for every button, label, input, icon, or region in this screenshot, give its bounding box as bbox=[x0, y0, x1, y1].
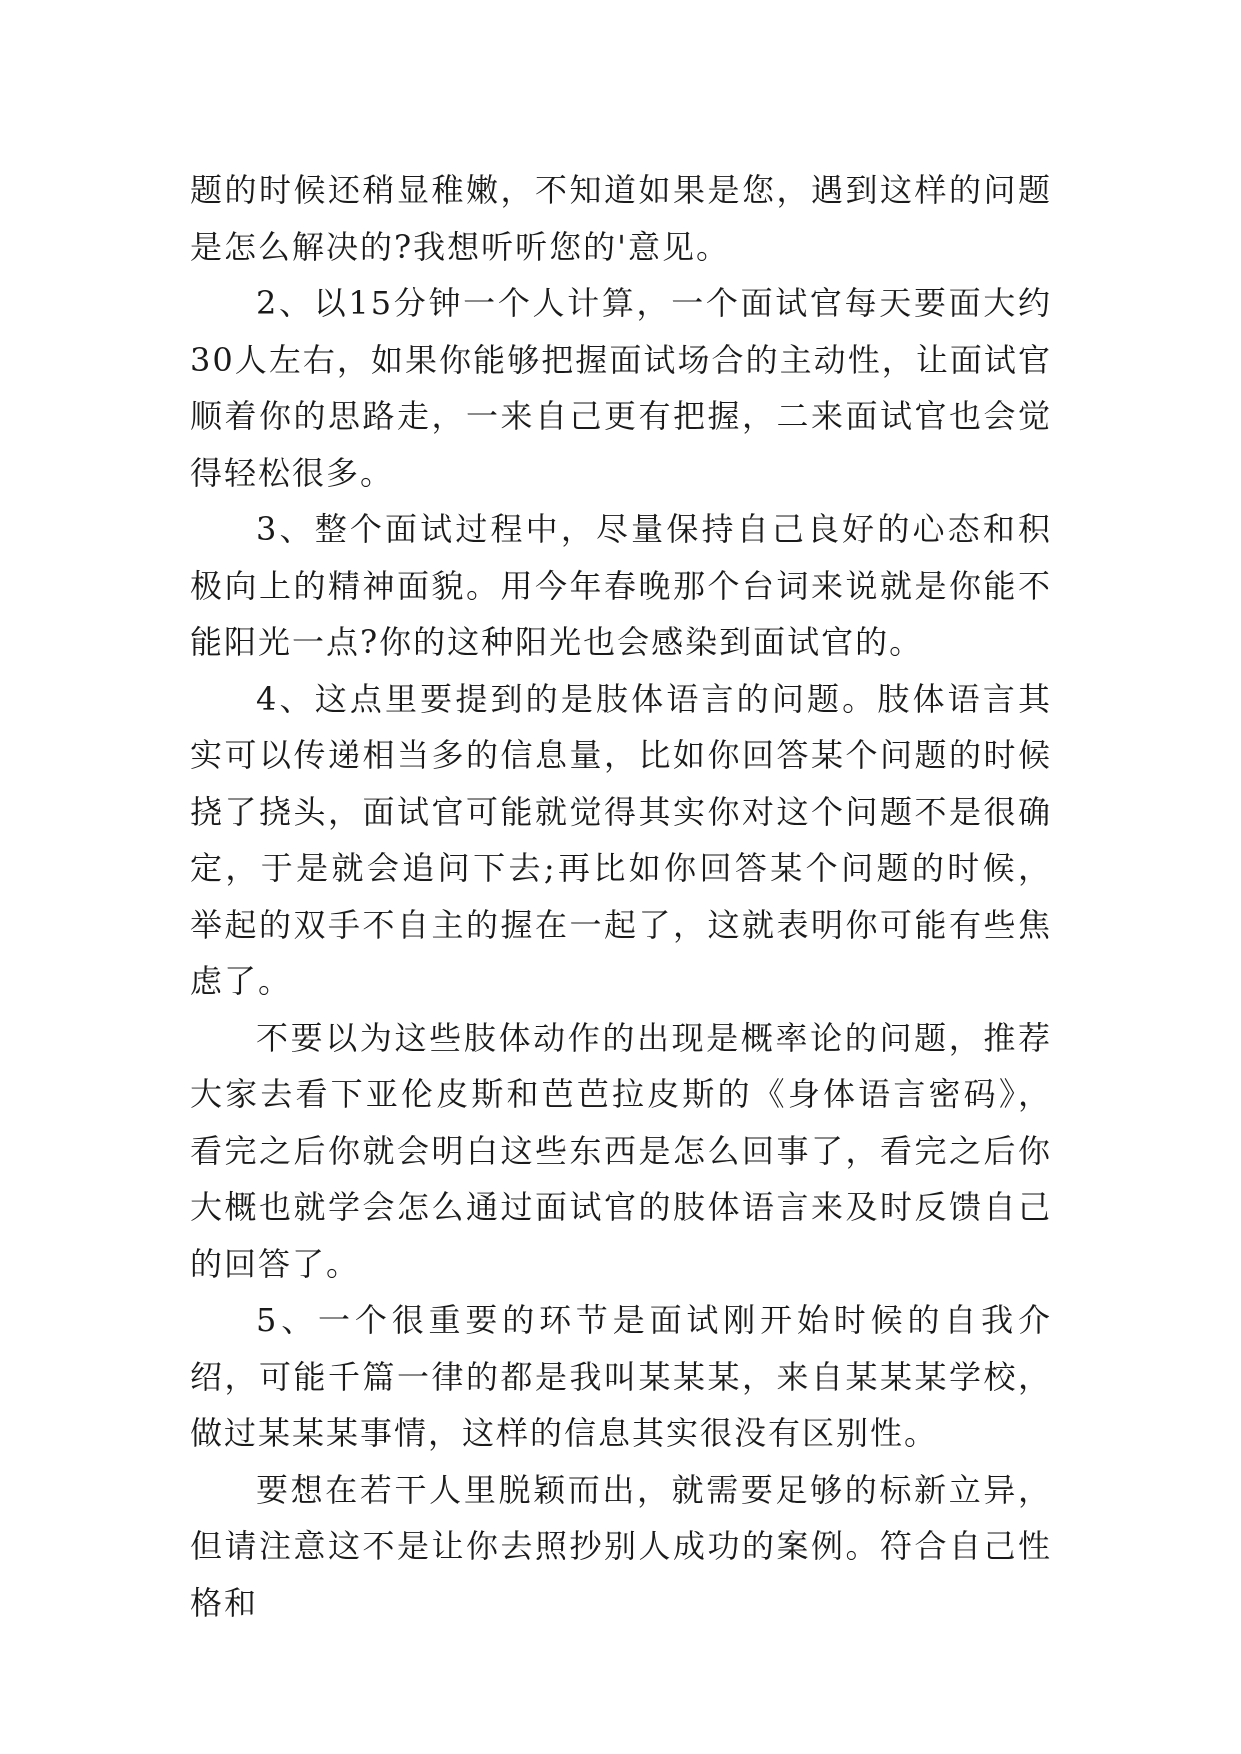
paragraph-point-4: 4、这点里要提到的是肢体语言的问题。肢体语言其实可以传递相当多的信息量，比如你回答某个问题的时候挠了挠头，面试官可能就觉得其实你对这个问题不是很确定，于是就会追问下去;再比如你回答某个问题的时候，举起的双手不自主的握在一起了，这就表明你可能有些焦虑了。 bbox=[190, 679, 1052, 1000]
paragraph-point-5: 5、一个很重要的环节是面试刚开始时候的自我介绍，可能千篇一律的都是我叫某某某，来自某某某学校，做过某某某事情，这样的信息其实很没有区别性。 bbox=[190, 1301, 1052, 1452]
paragraph-point-2: 2、以15分钟一个人计算，一个面试官每天要面大约30人左右，如果你能够把握面试场合的主动性，让面试官顺着你的思路走，一来自己更有把握，二来面试官也会觉得轻松很多。 bbox=[190, 284, 1052, 492]
paragraph-stand-out: 要想在若干人里脱颖而出，就需要足够的标新立异，但请注意这不是让你去照抄别人成功的案例。符合自己性格和 bbox=[190, 1470, 1052, 1622]
paragraph-point-3: 3、整个面试过程中，尽量保持自己良好的心态和积极向上的精神面貌。用今年春晚那个台词来说就是你能不能阳光一点?你的这种阳光也会感染到面试官的。 bbox=[190, 510, 1052, 661]
paragraph-body-language-book: 不要以为这些肢体动作的出现是概率论的问题，推荐大家去看下亚伦皮斯和芭芭拉皮斯的《身体语言密码》，看完之后你就会明白这些东西是怎么回事了，看完之后你大概也就学会怎么通过面试官的肢体语言来及时反馈自己的回答了。 bbox=[190, 1018, 1052, 1283]
document-body bbox=[190, 162, 1052, 1631]
paragraph-continuation: 题的时候还稍显稚嫩，不知道如果是您，遇到这样的问题是怎么解决的?我想听听您的'意见。 bbox=[190, 171, 1052, 266]
